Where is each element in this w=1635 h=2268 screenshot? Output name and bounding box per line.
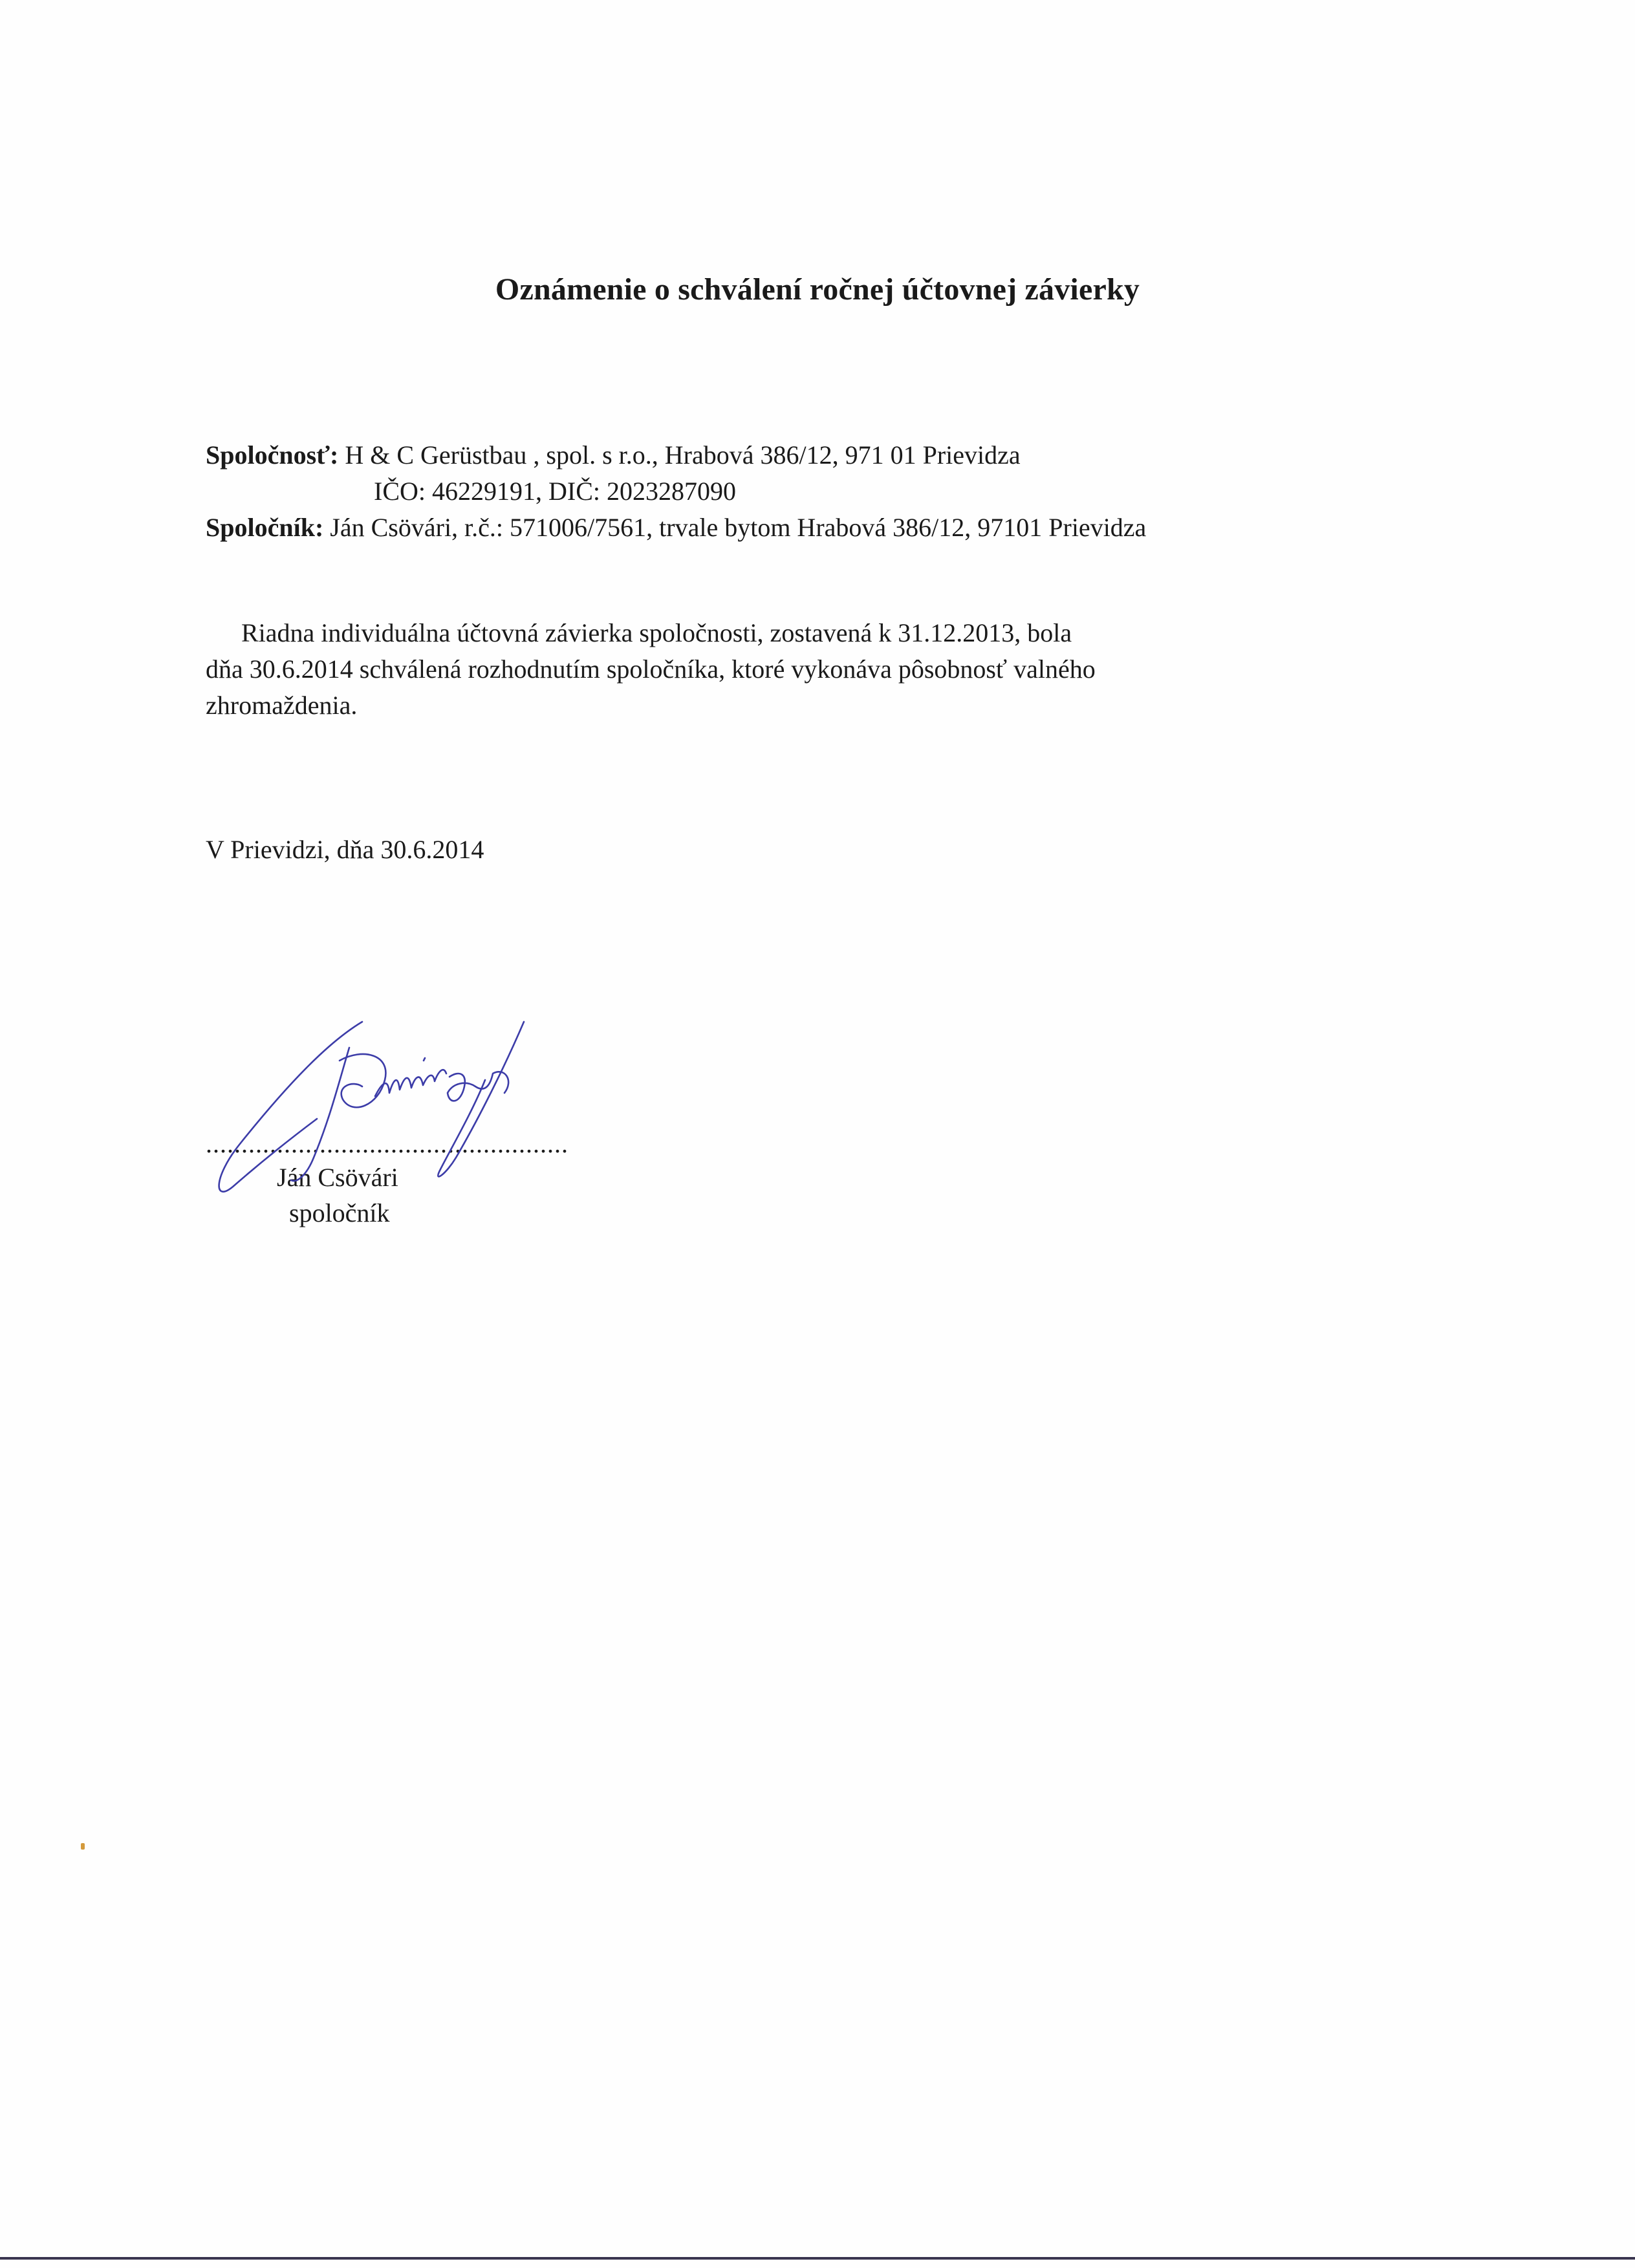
scan-bottom-edge <box>0 2257 1635 2260</box>
partner-value: Ján Csövári, r.č.: 571006/7561, trvale bytom Hrabová 386/12, 97101 Prievidza <box>323 513 1147 542</box>
document-title: Oznámenie o schválení ročnej účtovnej závierky <box>495 272 1140 307</box>
handwritten-signature <box>200 1009 563 1216</box>
company-ids: IČO: 46229191, DIČ: 2023287090 <box>374 477 736 506</box>
signature-dotted-line: ................................................... <box>206 1129 568 1158</box>
company-value: H & C Gerüstbau , spol. s r.o., Hrabová 386/12, 971 01 Prievidza <box>338 440 1021 470</box>
body-line-1: Riadna individuálna účtovná závierka spoločnosti, zostavená k 31.12.2013, bola <box>241 618 1072 647</box>
place-and-date: V Prievidzi, dňa 30.6.2014 <box>206 835 484 864</box>
partner-label: Spoločník: <box>206 513 324 542</box>
body-line-2: dňa 30.6.2014 schválená rozhodnutím spoločníka, ktoré vykonáva pôsobnosť valného <box>206 654 1096 684</box>
company-line <box>206 440 1021 470</box>
company-label: Spoločnosť: <box>206 440 339 470</box>
partner-line <box>206 512 1146 543</box>
body-line-3: zhromaždenia. <box>206 691 358 720</box>
scan-speck <box>81 1843 85 1850</box>
signatory-name: Ján Csövári <box>277 1163 398 1192</box>
signatory-role: spoločník <box>289 1198 390 1227</box>
